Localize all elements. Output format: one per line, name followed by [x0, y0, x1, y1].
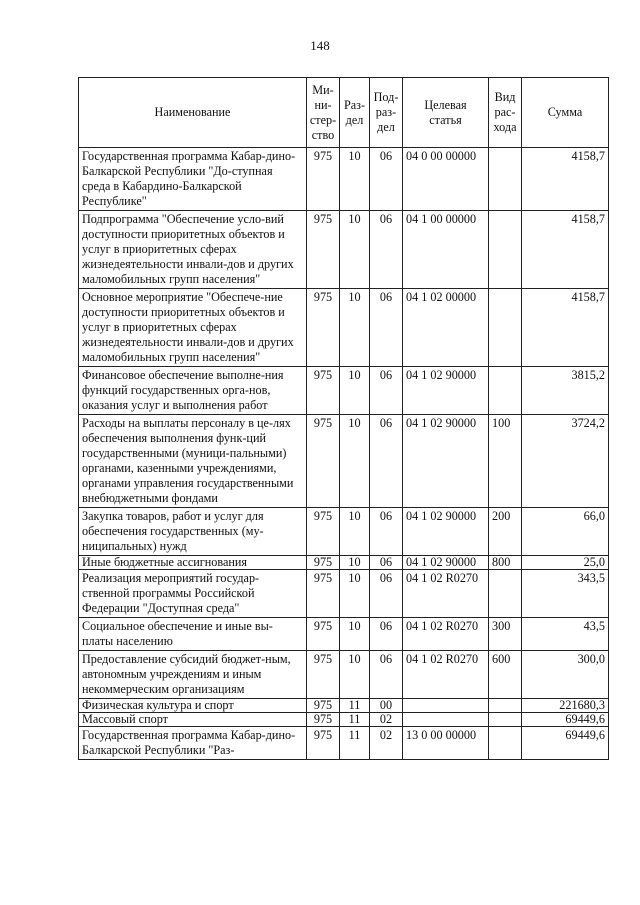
- cell-name: Иные бюджетные ассигнования: [79, 556, 307, 570]
- cell-razdel: 11: [340, 727, 370, 760]
- header-summa: Сумма: [522, 78, 609, 148]
- cell-razdel: 10: [340, 367, 370, 415]
- cell-razdel: 10: [340, 415, 370, 508]
- cell-vid: 200: [489, 508, 522, 556]
- cell-vid: [489, 713, 522, 727]
- cell-summa: 4158,7: [522, 211, 609, 289]
- cell-celevaya: 04 1 02 90000: [403, 367, 489, 415]
- cell-ministry: 975: [307, 556, 340, 570]
- cell-ministry: 975: [307, 651, 340, 699]
- header-name: Наименование: [79, 78, 307, 148]
- cell-vid: [489, 289, 522, 367]
- cell-podrazdel: 06: [370, 508, 403, 556]
- cell-name: Реализация мероприятий государ-ственной программы Российской Федерации "Доступная среда": [79, 570, 307, 618]
- table-row: [79, 148, 609, 211]
- cell-name: Социальное обеспечение и иные вы-платы населению: [79, 618, 307, 651]
- cell-summa: 4158,7: [522, 148, 609, 211]
- cell-summa: 4158,7: [522, 289, 609, 367]
- table-row: [79, 651, 609, 699]
- cell-name: Расходы на выплаты персоналу в це-лях обеспечения выполнения функ-ций государственными (муници-пальными) органами, казенными учреждениями, органами управления государственными внебюджетными фондами: [79, 415, 307, 508]
- header-vid: [489, 78, 522, 148]
- cell-razdel: 10: [340, 556, 370, 570]
- cell-vid: [489, 570, 522, 618]
- header-vid-line: рас-: [494, 105, 516, 119]
- cell-vid: 600: [489, 651, 522, 699]
- table-row: [79, 570, 609, 618]
- cell-ministry: 975: [307, 508, 340, 556]
- table-row: [79, 699, 609, 713]
- cell-celevaya: 04 1 02 90000: [403, 508, 489, 556]
- cell-name: Физическая культура и спорт: [79, 699, 307, 713]
- cell-celevaya: 04 1 02 R0270: [403, 618, 489, 651]
- budget-table: [78, 77, 609, 760]
- header-podrazdel: [370, 78, 403, 148]
- cell-celevaya: 04 1 02 R0270: [403, 651, 489, 699]
- header-celevaya: [403, 78, 489, 148]
- cell-vid: [489, 699, 522, 713]
- header-celevaya-line: Целевая: [424, 97, 467, 112]
- cell-celevaya: [403, 699, 489, 713]
- cell-razdel: 10: [340, 618, 370, 651]
- table-row: [79, 727, 609, 760]
- cell-ministry: 975: [307, 713, 340, 727]
- cell-razdel: 10: [340, 570, 370, 618]
- header-razdel: [340, 78, 370, 148]
- header-razdel-line: дел: [345, 112, 364, 127]
- page-number: 148: [310, 38, 330, 53]
- cell-celevaya: 04 1 02 90000: [403, 556, 489, 570]
- cell-razdel: 10: [340, 289, 370, 367]
- cell-celevaya: 13 0 00 00000: [403, 727, 489, 760]
- cell-ministry: 975: [307, 289, 340, 367]
- cell-name: Подпрограмма "Обеспечение усло-вий доступности приоритетных объектов и услуг в приоритетных сферах жизнедеятельности инвали-дов и других маломобильных групп населения": [79, 211, 307, 289]
- header-ministry-line: стер-: [309, 112, 337, 127]
- cell-podrazdel: 06: [370, 289, 403, 367]
- cell-podrazdel: 02: [370, 713, 403, 727]
- cell-name: Государственная программа Кабар-дино-Балкарской Республики "До-ступная среда в Кабардино-Балкарской Республике": [79, 148, 307, 211]
- cell-vid: [489, 727, 522, 760]
- cell-name: Государственная программа Кабар-дино-Балкарской Республики "Раз-: [79, 727, 307, 760]
- cell-summa: 69449,6: [522, 713, 609, 727]
- table-row: [79, 508, 609, 556]
- cell-summa: 69449,6: [522, 727, 609, 760]
- cell-ministry: 975: [307, 211, 340, 289]
- header-vid-line: хода: [493, 120, 517, 134]
- header-ministry: [307, 78, 340, 148]
- cell-vid: 100: [489, 415, 522, 508]
- cell-vid: [489, 211, 522, 289]
- table-row: [79, 415, 609, 508]
- cell-celevaya: 04 1 02 90000: [403, 415, 489, 508]
- cell-summa: 43,5: [522, 618, 609, 651]
- cell-ministry: 975: [307, 148, 340, 211]
- cell-summa: 221680,3: [522, 699, 609, 713]
- cell-razdel: 10: [340, 508, 370, 556]
- cell-vid: 800: [489, 556, 522, 570]
- header-podrazdel-line: раз-: [375, 105, 397, 119]
- cell-celevaya: 04 0 00 00000: [403, 148, 489, 211]
- header-ministry-line: Ми-: [312, 82, 334, 97]
- cell-razdel: 10: [340, 148, 370, 211]
- cell-summa: 3815,2: [522, 367, 609, 415]
- cell-ministry: 975: [307, 415, 340, 508]
- header-razdel-line: Раз-: [343, 97, 366, 112]
- table-row: [79, 618, 609, 651]
- header-podrazdel-line: Под-: [373, 90, 399, 104]
- cell-name: Основное мероприятие "Обеспече-ние доступности приоритетных объектов и услуг в приоритетных сферах жизнедеятельности инвали-дов и других маломобильных групп населения": [79, 289, 307, 367]
- table-row: [79, 713, 609, 727]
- table-row: [79, 289, 609, 367]
- cell-razdel: 11: [340, 699, 370, 713]
- header-podrazdel-line: дел: [377, 120, 395, 134]
- header-celevaya-line: статья: [429, 112, 462, 127]
- cell-podrazdel: 06: [370, 570, 403, 618]
- cell-ministry: 975: [307, 618, 340, 651]
- cell-ministry: 975: [307, 727, 340, 760]
- cell-celevaya: 04 1 00 00000: [403, 211, 489, 289]
- cell-razdel: 11: [340, 713, 370, 727]
- cell-name: Финансовое обеспечение выполне-ния функций государственных орга-нов, оказания услуг и выполнения работ: [79, 367, 307, 415]
- cell-podrazdel: 02: [370, 727, 403, 760]
- cell-summa: 343,5: [522, 570, 609, 618]
- cell-ministry: 975: [307, 699, 340, 713]
- cell-summa: 25,0: [522, 556, 609, 570]
- cell-podrazdel: 06: [370, 367, 403, 415]
- cell-vid: [489, 148, 522, 211]
- cell-celevaya: [403, 713, 489, 727]
- cell-podrazdel: 06: [370, 415, 403, 508]
- cell-podrazdel: 06: [370, 556, 403, 570]
- cell-podrazdel: 06: [370, 211, 403, 289]
- table-row: [79, 556, 609, 570]
- cell-razdel: 10: [340, 211, 370, 289]
- cell-summa: 3724,2: [522, 415, 609, 508]
- cell-ministry: 975: [307, 570, 340, 618]
- cell-celevaya: 04 1 02 00000: [403, 289, 489, 367]
- cell-ministry: 975: [307, 367, 340, 415]
- table-header-row: [79, 78, 609, 148]
- cell-podrazdel: 06: [370, 148, 403, 211]
- cell-celevaya: 04 1 02 R0270: [403, 570, 489, 618]
- cell-razdel: 10: [340, 651, 370, 699]
- table-row: [79, 211, 609, 289]
- cell-vid: 300: [489, 618, 522, 651]
- cell-podrazdel: 06: [370, 651, 403, 699]
- cell-name: Закупка товаров, работ и услуг для обеспечения государственных (му-ниципальных) нужд: [79, 508, 307, 556]
- table-row: [79, 367, 609, 415]
- header-ministry-line: ство: [311, 127, 335, 142]
- cell-podrazdel: 00: [370, 699, 403, 713]
- header-ministry-line: ни-: [314, 97, 332, 112]
- cell-vid: [489, 367, 522, 415]
- header-vid-line: Вид: [494, 90, 516, 104]
- cell-summa: 66,0: [522, 508, 609, 556]
- cell-name: Массовый спорт: [79, 713, 307, 727]
- cell-podrazdel: 06: [370, 618, 403, 651]
- cell-summa: 300,0: [522, 651, 609, 699]
- cell-name: Предоставление субсидий бюджет-ным, автономным учреждениям и иным некоммерческим организациям: [79, 651, 307, 699]
